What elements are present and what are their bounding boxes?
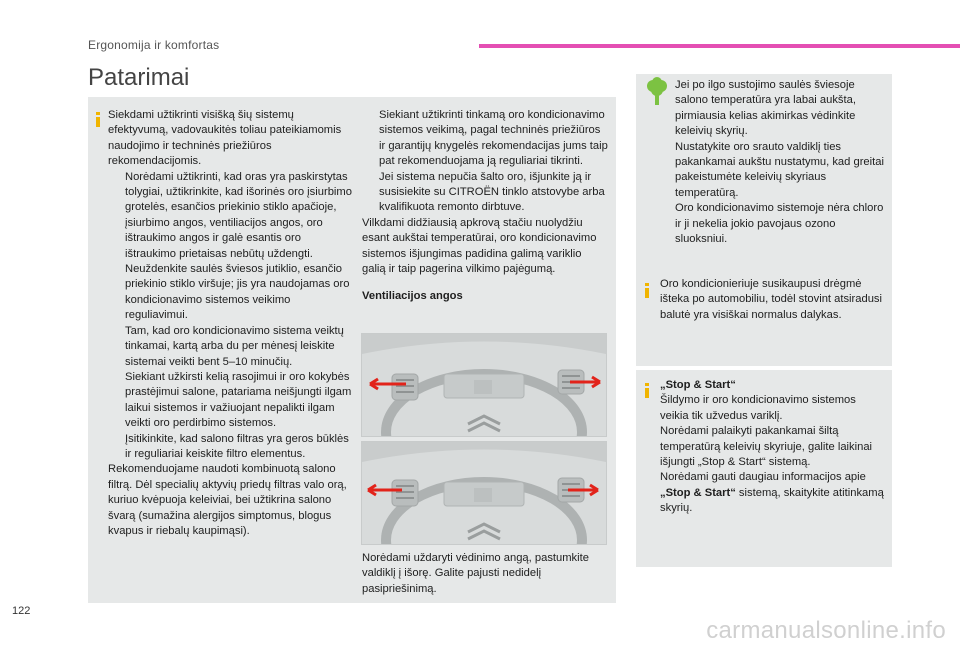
info-icon (645, 283, 649, 298)
list-item: Siekiant užtikrinti tinkamą oro kondicionavimo sistemos veikimą, pagal techninės priežiūros ir garantijų knygelės rekomendacijas jums taip pat rekomenduojama ją reguliariai tikrinti. (362, 108, 608, 170)
bullet-marker (108, 432, 125, 463)
page-title: Patarimai (88, 64, 190, 91)
bullet-marker (108, 370, 125, 432)
bullet-marker (362, 170, 379, 216)
left-column (108, 108, 352, 539)
vent-illustration-closed (361, 441, 607, 545)
eco-tree-icon (646, 77, 668, 105)
section-accent-bar (479, 44, 960, 48)
list-item: Siekiant užkirsti kelią rasojimui ir oro kokybės prastėjimui salone, patariama neišjungti ilgam laikui sistemos ir važiuojant nepalikti ilgam veikti oro perdirbimo sistemos. (108, 370, 352, 432)
vents-caption: Norėdami uždaryti vėdinimo angą, pastumkite valdiklį į išorę. Galite pajusti nedidelį pasipriešinimą. (362, 552, 589, 595)
list-item: Įsitikinkite, kad salono filtras yra geros būklės ir reguliariai keiskite filtro elementus. (108, 432, 352, 463)
vents-heading: Ventiliacijos angos (362, 290, 463, 303)
stop-start-heading: „Stop & Start“ (660, 379, 736, 391)
bullet-marker (108, 262, 125, 324)
bullet-marker (108, 324, 125, 370)
vent-illustration-open (361, 333, 607, 437)
intro-text: Siekdami užtikrinti visišką šių sistemų efektyvumą, vadovaukitės toliau pateikiamomis naudojimo ir techninės priežiūros rekomendacijomis. (108, 109, 342, 168)
watermark: carmanualsonline.info (706, 617, 946, 644)
section-label: Ergonomija ir komfortas (88, 38, 220, 52)
list-item: Jei sistema nepučia šalto oro, išjunkite ją ir susisiekite su CITROËN tinklo atstovybe arba kvalifikuota remonto dirbtuve. (362, 170, 608, 216)
humidity-text: Oro kondicionieriuje susikaupusi drėgmė išteka po automobiliu, todėl stovint atsiradusi balutė yra visiškai normalus dalykas. (660, 278, 883, 321)
right-column (362, 108, 608, 305)
list-item: Norėdami užtikrinti, kad oras yra paskirstytas tolygiai, užtikrinkite, kad išorinės oro įsiurbimo grotelės, esančios priekinio stiklo apačioje, įsiurbimo angos, ventiliacijos angos, oro ištraukimo angos ir galė esantis oro ištraukimo prietaisas nebūtų uždengti. (108, 170, 352, 262)
bullet-marker (362, 108, 379, 170)
bullet-marker (108, 170, 125, 262)
eco-tip-text: Jei po ilgo sustojimo saulės šviesoje salono temperatūra yra labai aukšta, pirmiausia kelias akimirkas vėdinkite keleivių skyrių. Nustatykite oro srauto valdiklį ties pakankamai aukštu nustatymu, kad greitai pakeistumėte keleivių skyriaus temperatūrą. Oro kondicionavimo sistemoje nėra chloro ir ji nekelia jokio pavojaus ozono sluoksniui. (675, 79, 884, 246)
list-item: Neuždenkite saulės šviesos jutiklio, esančio priekinio stiklo viršuje; jis yra naudojamas oro kondicionavimo sistemos veikimo reguliavimui. (108, 262, 352, 324)
info-icon (96, 112, 100, 127)
stop-start-text: „Stop & Start“ Šildymo ir oro kondicionavimo sistemos veikia tik užvedus variklį. Norėdami palaikyti pakankamai šiltą temperatūrą keleivių skyriuje, galite laikinai išjungti „Stop & Start“ sistemą. Norėdami gauti daugiau informacijos apie „Stop & Start“ sistemą, skaitykite atitinkamą skyrių. (660, 378, 886, 517)
towing-note: Vilkdami didžiausią apkrovą stačiu nuolydžiu esant aukštai temperatūrai, oro kondicionavimo sistemos išjungimas padidina galimą variklio galią ir taip pagerina vilkimo pajėgumą. (362, 216, 597, 276)
filter-recommendation: Rekomenduojame naudoti kombinuotą salono filtrą. Dėl specialių aktyvių priedų filtras valo orą, kuriuo kvėpuoja keleiviai, bei užtikrina salono švarą (sumažina alergijos simptomus, blogus kvapus ir riebalų kaupimąsi). (108, 463, 347, 537)
page-number: 122 (12, 605, 31, 617)
info-icon (645, 383, 649, 398)
list-item: Tam, kad oro kondicionavimo sistema veiktų tinkamai, kartą arba du per mėnesį leiskite sistemai veikti bent 5–10 minučių. (108, 324, 352, 370)
